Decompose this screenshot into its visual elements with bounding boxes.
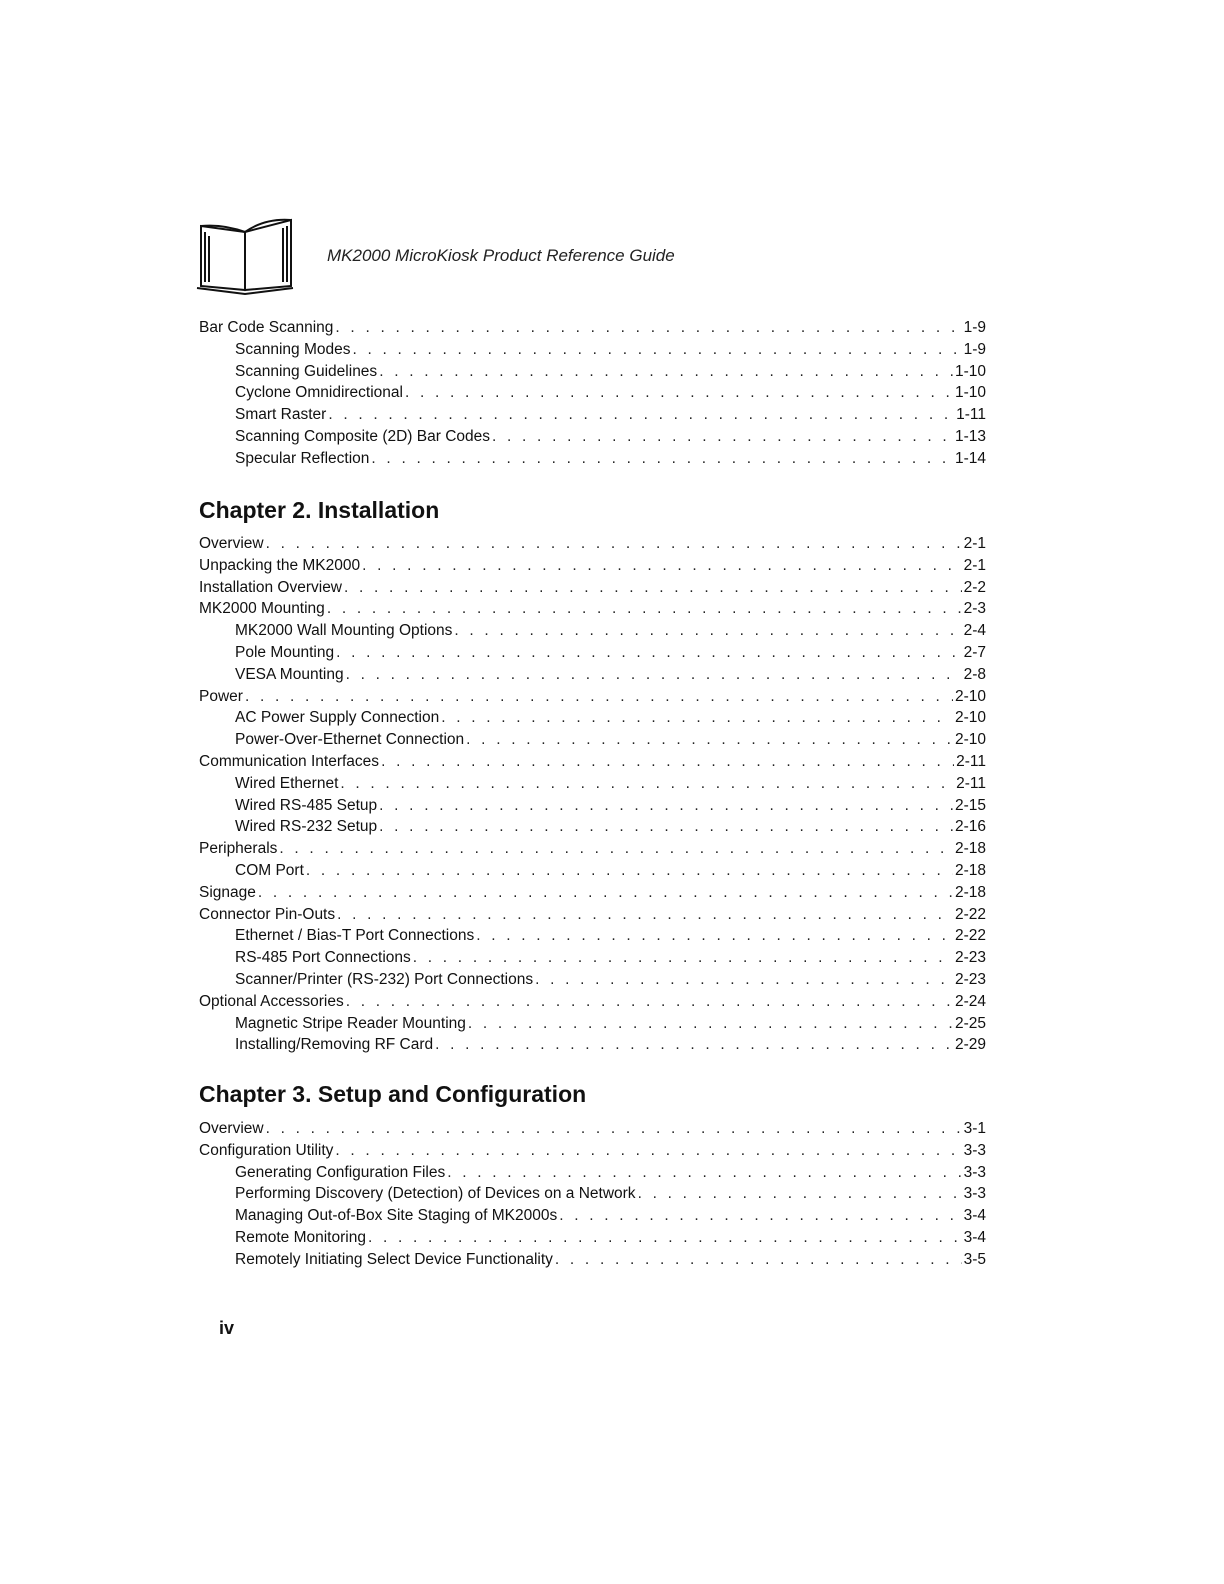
dot-leader xyxy=(346,991,953,1013)
dot-leader xyxy=(362,555,961,577)
toc-entry-title: Ethernet / Bias-T Port Connections xyxy=(235,927,475,945)
toc-entry-title: Wired RS-232 Setup xyxy=(235,818,378,836)
toc-entry-page: 1-13 xyxy=(954,427,986,445)
toc-entry xyxy=(199,404,986,426)
dot-leader xyxy=(266,533,962,555)
toc-entry-page: 2-8 xyxy=(963,665,986,683)
dot-leader xyxy=(379,795,953,817)
toc-entry-page: 2-4 xyxy=(963,622,986,640)
toc-entry-title: Connector Pin-Outs xyxy=(199,905,336,923)
toc-entry-page: 3-4 xyxy=(963,1207,986,1225)
page-header xyxy=(195,212,795,302)
toc-entry-page: 1-9 xyxy=(963,319,986,336)
toc-entry-page: 2-23 xyxy=(954,949,986,967)
dot-leader xyxy=(352,339,961,361)
dot-leader xyxy=(335,1140,961,1162)
toc-entry-page: 2-1 xyxy=(963,556,986,574)
toc-entry-title: Unpacking the MK2000 xyxy=(199,556,361,574)
toc-entry xyxy=(199,533,986,555)
dot-leader xyxy=(379,816,953,838)
toc-entry-page: 2-22 xyxy=(954,927,986,945)
toc-entry-page: 2-10 xyxy=(954,687,986,705)
toc-entry-page: 2-1 xyxy=(963,535,986,552)
dot-leader xyxy=(335,317,961,339)
toc-entry-page: 3-3 xyxy=(963,1185,986,1203)
dot-leader xyxy=(466,729,953,751)
toc-entry xyxy=(199,555,986,577)
dot-leader xyxy=(279,838,953,860)
toc-entry xyxy=(199,1034,986,1056)
toc-entry-title: VESA Mounting xyxy=(235,665,344,683)
dot-leader xyxy=(559,1205,961,1227)
toc-chapter-2 xyxy=(199,533,986,1056)
toc-entry xyxy=(199,642,986,664)
toc-entry-title: RS-485 Port Connections xyxy=(235,949,411,967)
toc-entry-title: Wired Ethernet xyxy=(235,774,339,792)
toc-entry-page: 2-22 xyxy=(954,905,986,923)
toc-entry-page: 3-3 xyxy=(963,1163,986,1181)
toc-entry-page: 2-29 xyxy=(954,1036,986,1054)
toc-entry-title: Magnetic Stripe Reader Mounting xyxy=(235,1014,466,1032)
toc-entry xyxy=(199,729,986,751)
toc-entry xyxy=(199,686,986,708)
toc-entry-title: Installation Overview xyxy=(199,578,343,596)
toc-entry-title: Power xyxy=(199,687,243,705)
dot-leader xyxy=(638,1183,962,1205)
toc-entry xyxy=(199,969,986,991)
toc-entry-page: 3-1 xyxy=(963,1120,986,1137)
toc-entry-title: Configuration Utility xyxy=(199,1141,334,1159)
toc-entry xyxy=(199,339,986,361)
toc-entry xyxy=(199,1013,986,1035)
dot-leader xyxy=(327,598,962,620)
dot-leader xyxy=(245,686,953,708)
toc-entry-title: Remotely Initiating Select Device Functionality xyxy=(235,1250,553,1268)
dot-leader xyxy=(379,361,953,383)
toc-entry-page: 2-10 xyxy=(954,709,986,727)
dot-leader xyxy=(266,1118,962,1140)
dot-leader xyxy=(454,620,961,642)
toc-entry-page: 1-11 xyxy=(956,406,986,424)
dot-leader xyxy=(405,382,953,404)
toc-entry xyxy=(199,838,986,860)
toc-entry-title: Scanner/Printer (RS-232) Port Connections xyxy=(235,970,534,988)
toc-entry-page: 2-18 xyxy=(954,840,986,858)
toc-entry-page: 2-7 xyxy=(963,643,986,661)
toc-entry-page: 2-18 xyxy=(954,861,986,879)
toc-entry-page: 2-25 xyxy=(954,1014,986,1032)
running-title: MK2000 MicroKiosk Product Reference Guide xyxy=(327,246,675,265)
toc-entry xyxy=(199,317,986,339)
toc-entry-title: COM Port xyxy=(235,861,304,879)
toc-entry xyxy=(199,751,986,773)
toc-entry xyxy=(199,773,986,795)
toc-entry xyxy=(199,1227,986,1249)
dot-leader xyxy=(328,404,954,426)
toc-entry-title: MK2000 Mounting xyxy=(199,600,325,618)
toc-entry-title: Signage xyxy=(199,883,256,901)
toc-entry-title: Smart Raster xyxy=(235,406,327,424)
toc-entry xyxy=(199,1205,986,1227)
toc-entry-title: Bar Code Scanning xyxy=(199,319,334,336)
dot-leader xyxy=(381,751,954,773)
dot-leader xyxy=(371,448,953,470)
toc-entry-page: 2-11 xyxy=(956,752,986,770)
dot-leader xyxy=(344,577,962,599)
toc-entry-title: Pole Mounting xyxy=(235,643,335,661)
toc-entry-page: 1-9 xyxy=(963,340,986,358)
dot-leader xyxy=(447,1162,961,1184)
dot-leader xyxy=(476,925,953,947)
toc-entry-page: 3-3 xyxy=(963,1141,986,1159)
dot-leader xyxy=(368,1227,962,1249)
toc-entry-title: Specular Reflection xyxy=(235,449,370,467)
dot-leader xyxy=(346,664,962,686)
toc-entry-title: Scanning Composite (2D) Bar Codes xyxy=(235,427,491,445)
toc-entry-title: Cyclone Omnidirectional xyxy=(235,384,403,402)
dot-leader xyxy=(336,642,962,664)
toc-entry-page: 1-14 xyxy=(954,449,986,467)
toc-entry-title: Wired RS-485 Setup xyxy=(235,796,378,814)
toc-entry-title: Managing Out-of-Box Site Staging of MK2000s xyxy=(235,1207,558,1225)
toc-entry-title: Scanning Modes xyxy=(235,340,351,358)
toc-entry-page: 1-10 xyxy=(954,362,986,380)
toc-entry-page: 2-3 xyxy=(963,600,986,618)
toc-section-top xyxy=(199,317,986,470)
toc-entry-page: 2-15 xyxy=(954,796,986,814)
toc-entry-page: 2-23 xyxy=(954,970,986,988)
toc-chapter-3 xyxy=(199,1118,986,1271)
toc-entry-title: Scanning Guidelines xyxy=(235,362,378,380)
page-number: iv xyxy=(219,1318,235,1338)
toc-entry-title: Overview xyxy=(199,535,264,552)
toc-entry-title: Peripherals xyxy=(199,840,278,858)
dot-leader xyxy=(555,1249,962,1271)
toc-entry xyxy=(199,1162,986,1184)
toc-entry-page: 2-2 xyxy=(963,578,986,596)
toc-entry xyxy=(199,598,986,620)
dot-leader xyxy=(435,1034,953,1056)
dot-leader xyxy=(441,707,953,729)
dot-leader xyxy=(468,1013,953,1035)
toc-entry xyxy=(199,361,986,383)
toc-entry xyxy=(199,382,986,404)
dot-leader xyxy=(340,773,954,795)
dot-leader xyxy=(337,904,953,926)
toc-entry xyxy=(199,707,986,729)
dot-leader xyxy=(535,969,953,991)
toc-entry xyxy=(199,816,986,838)
toc-entry xyxy=(199,577,986,599)
chapter-2-title: Chapter 2. Installation xyxy=(199,497,440,523)
toc-entry-title: Performing Discovery (Detection) of Devices on a Network xyxy=(235,1185,636,1203)
toc-entry xyxy=(199,1183,986,1205)
toc-entry-title: Power-Over-Ethernet Connection xyxy=(235,731,465,749)
toc-entry-page: 2-24 xyxy=(954,992,986,1010)
toc-entry-page: 2-11 xyxy=(956,774,986,792)
toc-entry xyxy=(199,1249,986,1271)
toc-entry xyxy=(199,1118,986,1140)
toc-entry-title: MK2000 Wall Mounting Options xyxy=(235,622,453,640)
dot-leader xyxy=(413,947,953,969)
toc-entry xyxy=(199,664,986,686)
toc-entry xyxy=(199,1140,986,1162)
toc-entry-title: Remote Monitoring xyxy=(235,1228,366,1246)
dot-leader xyxy=(492,426,953,448)
toc-entry-page: 3-4 xyxy=(963,1228,986,1246)
toc-entry-page: 2-16 xyxy=(954,818,986,836)
chapter-3-title: Chapter 3. Setup and Configuration xyxy=(199,1081,587,1107)
toc-entry xyxy=(199,426,986,448)
toc-entry xyxy=(199,925,986,947)
toc-entry-title: Generating Configuration Files xyxy=(235,1163,446,1181)
dot-leader xyxy=(306,860,953,882)
toc-entry-title: Installing/Removing RF Card xyxy=(235,1036,434,1054)
dot-leader xyxy=(258,882,953,904)
toc-entry-title: Communication Interfaces xyxy=(199,752,380,770)
toc-entry xyxy=(199,991,986,1013)
book-icon xyxy=(195,212,295,296)
toc-entry-page: 2-10 xyxy=(954,731,986,749)
toc-entry-page: 1-10 xyxy=(954,384,986,402)
toc-entry-page: 2-18 xyxy=(954,883,986,901)
toc-entry-page: 3-5 xyxy=(963,1250,986,1268)
toc-entry xyxy=(199,882,986,904)
toc-entry xyxy=(199,860,986,882)
toc-entry xyxy=(199,795,986,817)
toc-entry xyxy=(199,904,986,926)
toc-entry xyxy=(199,947,986,969)
toc-entry xyxy=(199,620,986,642)
toc-entry-title: AC Power Supply Connection xyxy=(235,709,440,727)
toc-entry-title: Overview xyxy=(199,1120,264,1137)
toc-entry-title: Optional Accessories xyxy=(199,992,344,1010)
toc-entry xyxy=(199,448,986,470)
